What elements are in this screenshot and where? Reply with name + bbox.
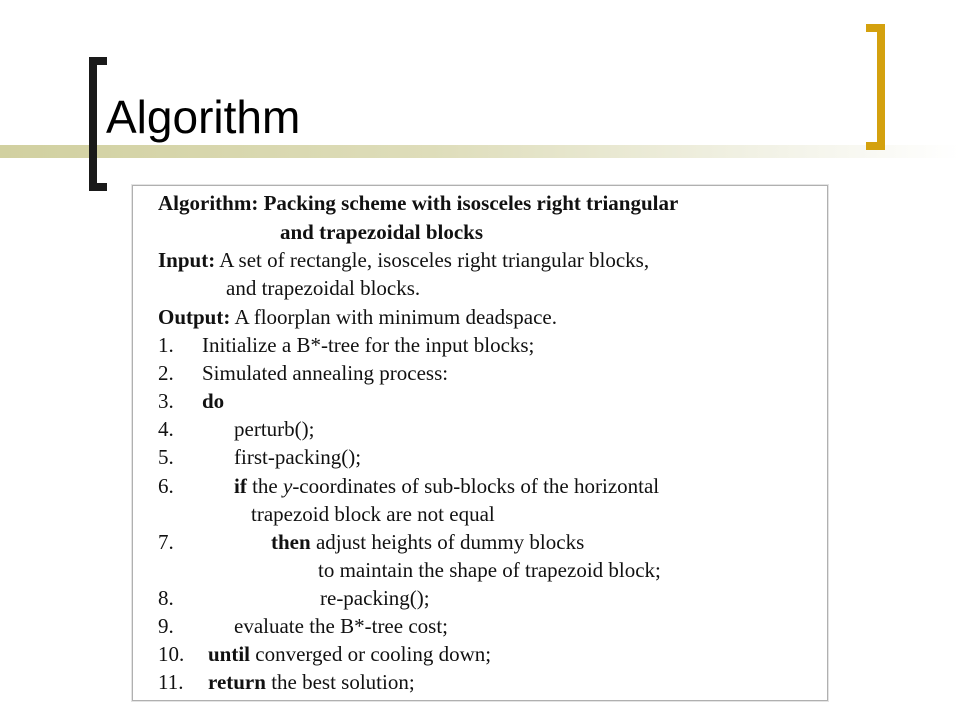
input-label: Input: xyxy=(158,248,216,272)
step-text: to maintain the shape of trapezoid block; xyxy=(318,558,661,582)
step-keyword: do xyxy=(202,389,225,413)
step-keyword: until xyxy=(208,642,251,666)
step-text: first-packing(); xyxy=(234,445,362,469)
output-label: Output: xyxy=(158,305,231,329)
step-number: 1. xyxy=(158,333,174,357)
step-6-continuation xyxy=(251,501,495,528)
input-text: A set of rectangle, isosceles right triangular blocks, xyxy=(219,248,650,272)
step-text: adjust heights of dummy blocks xyxy=(315,530,585,554)
step-text: the best solution; xyxy=(271,670,415,694)
step-content xyxy=(271,529,584,556)
step-text: re-packing(); xyxy=(320,586,430,610)
algorithm-header-text: Packing scheme with isosceles right triangular xyxy=(263,191,679,215)
input-continuation xyxy=(226,275,420,302)
step-number: 8. xyxy=(158,586,174,610)
step-content xyxy=(208,641,491,668)
slide-title: Algorithm xyxy=(106,91,301,143)
algorithm-header-line xyxy=(158,190,678,217)
step-text: perturb(); xyxy=(234,417,315,441)
step-text-a: the xyxy=(252,474,278,498)
step-text: converged or cooling down; xyxy=(255,642,492,666)
step-number: 10. xyxy=(158,642,185,666)
step-text: trapezoid block are not equal xyxy=(251,502,495,526)
step-content xyxy=(234,473,659,500)
output-text: A floorplan with minimum deadspace. xyxy=(234,305,557,329)
right-bracket-decoration xyxy=(866,24,885,150)
step-number: 11. xyxy=(158,670,184,694)
step-number: 2. xyxy=(158,361,174,385)
step-keyword: then xyxy=(271,530,311,554)
algorithm-header-continuation xyxy=(280,219,483,246)
step-text: Simulated annealing process: xyxy=(202,361,449,385)
step-number: 9. xyxy=(158,614,174,638)
left-bracket-decoration xyxy=(89,57,107,191)
step-text: evaluate the B*-tree cost; xyxy=(234,614,448,638)
step-keyword: if xyxy=(234,474,247,498)
step-number: 5. xyxy=(158,445,174,469)
input-text-cont: and trapezoidal blocks. xyxy=(226,276,421,300)
step-number: 3. xyxy=(158,389,174,413)
step-keyword: return xyxy=(208,670,266,694)
title-underline-bar xyxy=(0,145,960,158)
algorithm-header-label: Algorithm: xyxy=(158,191,259,215)
step-number: 7. xyxy=(158,530,174,554)
step-text-b: -coordinates of sub-blocks of the horizontal xyxy=(292,474,660,498)
step-text: Initialize a B*-tree for the input blocks; xyxy=(202,333,535,357)
output-line xyxy=(158,304,557,331)
input-line xyxy=(158,247,649,274)
y-variable: y xyxy=(282,474,293,498)
step-7-continuation xyxy=(318,557,661,584)
step-number: 6. xyxy=(158,474,174,498)
algorithm-header-text-cont: and trapezoidal blocks xyxy=(280,220,484,244)
step-number: 4. xyxy=(158,417,174,441)
step-content xyxy=(208,669,415,696)
